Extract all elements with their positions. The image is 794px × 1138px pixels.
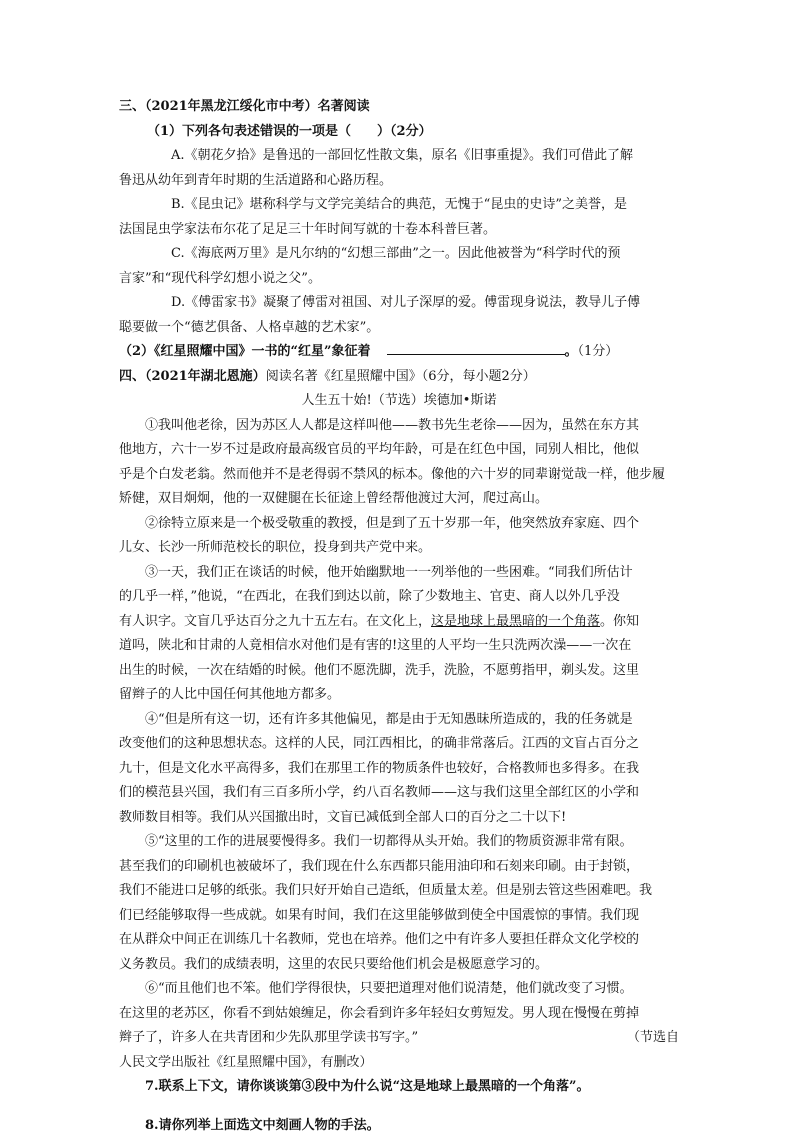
para-3-line-6: 留辫子的人比中国任何其他地方都多。 — [119, 683, 679, 708]
para-3-line-4: 道吗，陕北和甘肃的人竟相信水对他们是有害的!这里的人平均一生只洗两次澡——一次在 — [119, 634, 679, 659]
para-6-line-3-text: 辫子了，许多人在共青团和少先队那里学读书写字。” — [119, 1030, 418, 1045]
question-2-end: 。 — [565, 344, 578, 359]
para-2-line-1: ②徐特立原来是一个极受敬重的教授，但是到了五十岁那一年，他突然放弃家庭、四个 — [119, 512, 679, 537]
para-6-line-2: 在这里的老苏区，你看不到姑娘缠足，你会看到许多年轻妇女剪短发。男人现在慢慢在剪掉 — [119, 1002, 679, 1027]
para-1-line-1: ①我叫他老徐，因为苏区人人都是这样叫他——教书先生老徐——因为，虽然在东方其 — [119, 414, 679, 439]
section-4-heading — [119, 365, 679, 390]
question-2-text: （2）《红星照耀中国》一书的“红星”象征着 — [119, 344, 371, 359]
question-8: 8.请你列举上面选文中刻画人物的手法。 — [119, 1114, 679, 1138]
section-3-heading: 三、（2021年黑龙江绥化市中考）名著阅读 — [119, 95, 679, 120]
para-4-line-1: ④“但是所有这一切，还有许多其他偏见，都是由于无知愚昧所造成的，我的任务就是 — [119, 708, 679, 733]
question-1: （1）下列各句表述错误的一项是（ ）（2分） — [119, 120, 679, 145]
para-5-line-1: ⑤“这里的工作的进展要慢得多。我们一切都得从头开始。我们的物质资源非常有限。 — [119, 830, 679, 855]
option-d-line-1: D.《傅雷家书》凝聚了傅雷对祖国、对儿子深厚的爱。傅雷现身说法，教导儿子傅 — [119, 291, 679, 316]
para-4-line-5: 教师数目相等。我们从兴国撤出时，文盲已减低到全部人口的百分之二十以下! — [119, 806, 679, 831]
answer-blank[interactable] — [387, 340, 565, 355]
para-3-line-2: 的几乎一样，”他说，“在西北，在我们到达以前，除了少数地主、官吏、商人以外几乎没 — [119, 585, 679, 610]
question-7: 7.联系上下文，请你谈谈第③段中为什么说“这是地球上最黑暗的一个角落”。 — [119, 1075, 679, 1100]
option-a-line-2: 鲁迅从幼年到青年时期的生活道路和心路历程。 — [119, 169, 679, 194]
underlined-phrase: 这是地球上最黑暗的一个角落 — [431, 614, 600, 629]
para-1-line-3: 乎是个白发老翁。然而他并不是老得弱不禁风的标本。像他的六十岁的同辈谢觉哉一样，他步履 — [119, 463, 679, 488]
para-3-line-1: ③一天，我们正在谈话的时候，他开始幽默地一一列举他的一些困难。“同我们所估计 — [119, 561, 679, 586]
para-1-line-4: 矫健，双目炯炯，他的一双健腿在长征途上曾经帮他渡过大河，爬过高山。 — [119, 487, 679, 512]
para-6-line-1: ⑥“而且他们也不笨。他们学得很快，只要把道理对他们说清楚，他们就改变了习惯。 — [119, 977, 679, 1002]
option-d-line-2: 聪要做一个“德艺俱备、人格卓越的艺术家”。 — [119, 316, 679, 341]
para-6-line-3 — [119, 1026, 679, 1051]
para-4-line-4: 们的模范县兴国，我们有三百多所小学，约八百名教师——这与我们这里全部红区的小学和 — [119, 781, 679, 806]
para-3-line-5: 出生的时候，一次在结婚的时候。他们不愿洗脚，洗手，洗脸，不愿剪指甲，剃头发。这里 — [119, 659, 679, 684]
para-3-line-3 — [119, 610, 679, 635]
option-b-line-1: B.《昆虫记》堪称科学与文学完美结合的典范，无愧于“昆虫的史诗”之美誉，是 — [119, 193, 679, 218]
source-line: 人民文学出版社《红星照耀中国》，有删改） — [119, 1051, 679, 1076]
para-4-line-3: 九十，但是文化水平高得多，我们在那里工作的物质条件也较好，合格教师也多得多。在我 — [119, 757, 679, 782]
section-4-heading-rest: 阅读名著《红星照耀中国》（6分，每小题2分） — [266, 369, 536, 384]
option-c-line-1: C.《海底两万里》是凡尔纳的“幻想三部曲”之一。因此他被誉为“科学时代的预 — [119, 242, 679, 267]
question-2-score: （1分） — [578, 344, 619, 359]
option-b-line-2: 法国昆虫学家法布尔花了足足三十年时间写就的十卷本科普巨著。 — [119, 218, 679, 243]
para-5-line-6: 义务教员。我们的成绩表明，这里的农民只要给他们机会是极愿意学习的。 — [119, 953, 679, 978]
para-4-line-2: 改变他们的这种思想状态。这样的人民，同江西相比，的确非常落后。江西的文盲占百分之 — [119, 732, 679, 757]
para-5-line-3: 我们不能进口足够的纸张。我们只好开始自己造纸，但质量太差。但是别去管这些困难吧。我 — [119, 879, 679, 904]
para-5-line-4: 们已经能够取得一些成就。如果有时间，我们在这里能够做到使全中国震惊的事情。我们现 — [119, 904, 679, 929]
document-page — [119, 95, 679, 1138]
para-1-line-2: 他地方，六十一岁不过是政府最高级官员的平均年龄，可是在红色中国，同别人相比，他似 — [119, 438, 679, 463]
para-3-line-3-a: 有人识字。文盲几乎达百分之九十五左右。在文化上， — [119, 614, 431, 629]
para-2-line-2: 儿女、长沙一所师范校长的职位，投身到共产党中来。 — [119, 536, 679, 561]
section-4-heading-label: 四、（2021年湖北恩施） — [119, 369, 266, 384]
option-a-line-1: A.《朝花夕拾》是鲁迅的一部回忆性散文集，原名《旧事重提》。我们可借此了解 — [119, 144, 679, 169]
question-2 — [119, 340, 679, 365]
para-5-line-2: 甚至我们的印刷机也被破坏了，我们现在什么东西都只能用油印和石刻来印刷。由于封锁， — [119, 855, 679, 880]
para-3-line-3-b: 。你知 — [600, 614, 639, 629]
passage-title: 人生五十始!（节选）埃德加•斯诺 — [119, 389, 679, 414]
source-prefix: （节选自 — [627, 1026, 679, 1051]
para-5-line-5: 在从群众中间正在训练几十名教师，党也在培养。他们之中有许多人要担任群众文化学校的 — [119, 928, 679, 953]
option-c-line-2: 言家”和“现代科学幻想小说之父”。 — [119, 267, 679, 292]
